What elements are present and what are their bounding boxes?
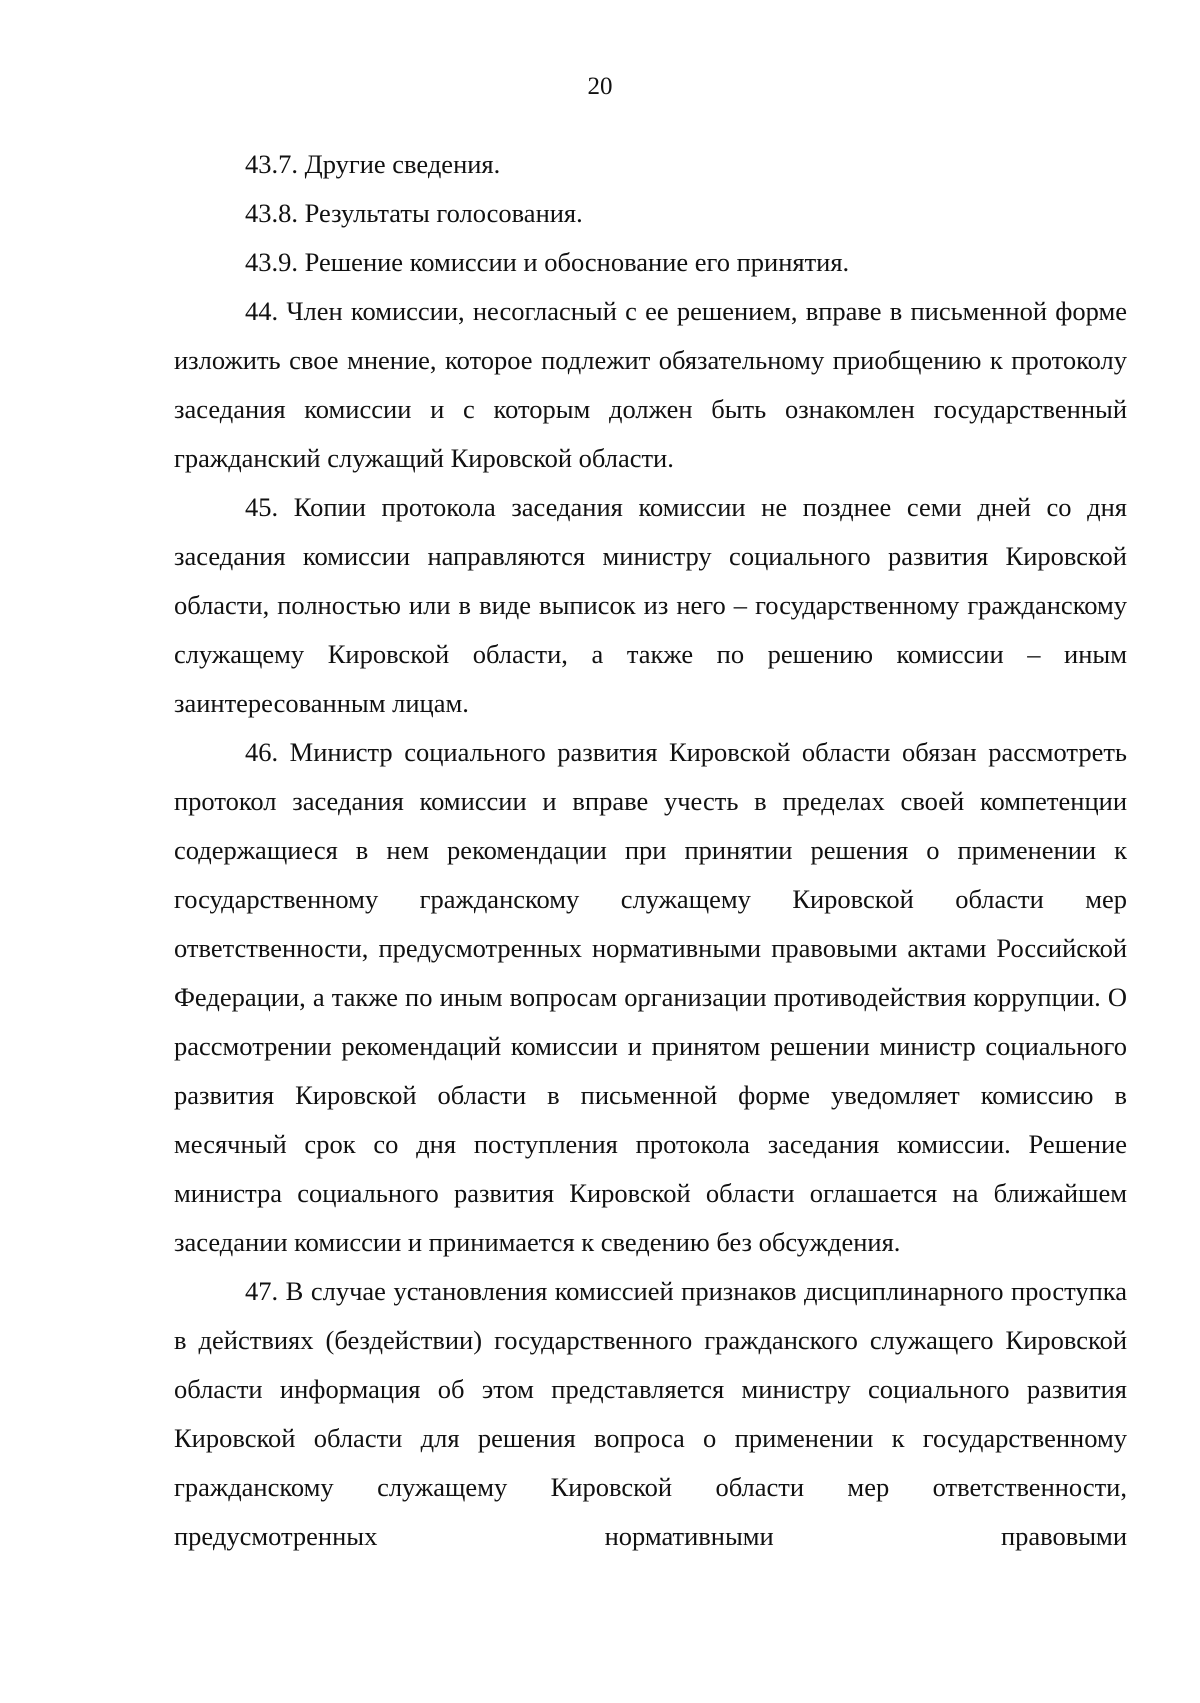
item-43-8: 43.8. Результаты голосования.	[245, 198, 583, 228]
item-43-7: 43.7. Другие сведения.	[245, 149, 501, 179]
item-43-9: 43.9. Решение комиссии и обоснование его принятия.	[245, 247, 850, 277]
paragraph-44: 44. Член комиссии, несогласный с ее решением, вправе в письменной форме изложить свое мнение, которое подлежит обязательному приобщению к протоколу заседания комиссии и с которым должен быть ознакомлен государственный гражданский служащий Кировской области.	[174, 296, 1127, 473]
paragraph-47: 47. В случае установления комиссией признаков дисциплинарного проступка в действиях (бездействии) государственного гражданского служащего Кировской области информация об этом представляется министру социального развития Кировской области для решения вопроса о применении к государственному гражданскому служащему Кировской области мер ответственности, предусмотренных нормативными правовыми	[174, 1276, 1127, 1551]
paragraph-46: 46. Министр социального развития Кировской области обязан рассмотреть протокол заседания комиссии и вправе учесть в пределах своей компетенции содержащиеся в нем рекомендации при принятии решения о применении к государственному гражданскому служащему Кировской области мер ответственности, предусмотренных нормативными правовыми актами Российской Федерации, а также по иным вопросам организации противодействия коррупции. О рассмотрении рекомендаций комиссии и принятом решении министр социального развития Кировской области в письменной форме уведомляет комиссию в месячный срок со дня поступления протокола заседания комиссии. Решение министра социального развития Кировской области оглашается на ближайшем заседании комиссии и принимается к сведению без обсуждения.	[174, 737, 1127, 1257]
page-number: 20	[587, 73, 613, 100]
paragraph-45: 45. Копии протокола заседания комиссии не позднее семи дней со дня заседания комиссии направляются министру социального развития Кировской области, полностью или в виде выписок из него – государственному гражданскому служащему Кировской области, а также по решению комиссии – иным заинтересованным лицам.	[174, 492, 1127, 718]
document-body	[174, 140, 1127, 1561]
